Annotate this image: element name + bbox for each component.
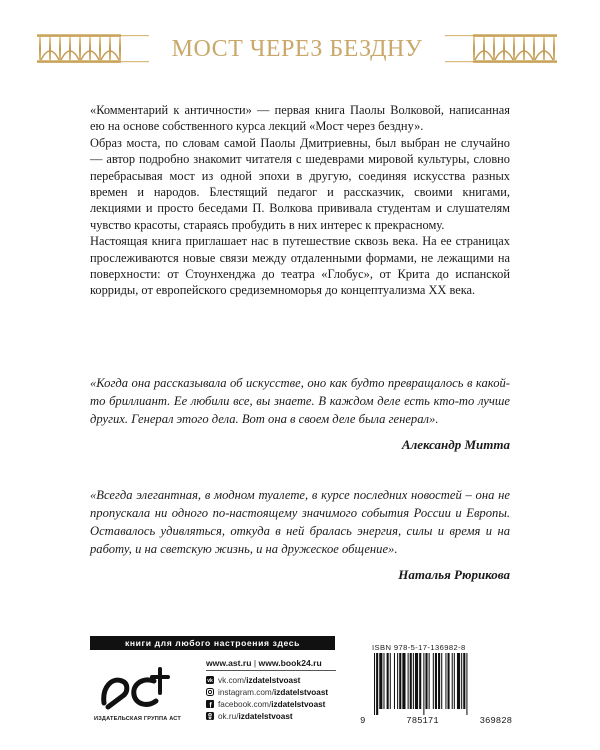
barcode-bar: [466, 653, 467, 715]
social-url-prefix: ok.ru/: [218, 711, 239, 721]
description-paragraph: Образ моста, по словам самой Паолы Дмитриевны, был выбран не случайно — автор подробно знакомит читателя с шедеврами мировой культуры, словно перебрасывая мост из одной эпохи в другую, соединяя искусства разных времен и народов. Блестящий педагог и рассказчик, своими книгами, лекциями и просто беседами П. Волкова прививала студентам и слушателям чувство красоты, стараясь пробудить в них интерес к прекрасному.: [90, 135, 510, 232]
barcode-bar: [397, 653, 398, 709]
barcode-bar: [387, 653, 389, 709]
barcode-bar: [425, 653, 427, 709]
svg-text:f: f: [209, 702, 212, 708]
barcode-bar: [399, 653, 401, 709]
barcode-bar: [410, 653, 412, 709]
quote-author: Наталья Рюрикова: [398, 567, 510, 582]
barcode-bar: [419, 653, 421, 709]
barcode-bar: [445, 653, 446, 709]
social-url-prefix: vk.com/: [218, 675, 247, 685]
social-link-instagram[interactable]: [206, 686, 328, 698]
slogan-bar: книги для любого настроения здесь: [90, 636, 335, 650]
barcode-bar: [429, 653, 430, 709]
barcode-bar: [415, 653, 418, 709]
barcode-bar: [379, 653, 382, 709]
barcode-digit-group: 9: [360, 716, 366, 726]
ast-logo-icon: [98, 663, 170, 715]
description-paragraph: Настоящая книга приглашает нас в путешествие сквозь века. На ее страницах прослеживаются новые связи между отдаленными формами, не лежащими на поверхности: от Стоунхенджа до театра «Глобус», от Крита до испанской корриды, от европейского средиземноморья до концептуализма XX века.: [90, 234, 510, 298]
quote-author: Александр Митта: [401, 437, 510, 452]
barcode-bar: [413, 653, 414, 709]
barcode-bar: [394, 653, 395, 709]
barcode-bar: [390, 653, 391, 709]
barcode: [372, 653, 510, 715]
publisher-name: ИЗДАТЕЛЬСКАЯ ГРУППА АСТ: [93, 716, 182, 722]
quote-text: «Всегда элегантная, в модном туалете, в курсе последних новостей – она не пропускала ни одного по-настоящему значимого события России и Европы. Оставалось удивляться, откуда в ней бралась энергия, силы и время и на работу, и на светскую жизнь, и на дружеское общение».: [90, 488, 510, 556]
facebook-icon: [206, 700, 214, 708]
odnoklassniki-icon: [206, 712, 214, 720]
barcode-bar: [423, 653, 424, 715]
series-title: МОСТ ЧЕРЕЗ БЕЗДНУ: [171, 35, 423, 62]
quote-block: [90, 374, 510, 454]
social-url-handle: izdatelstvoast: [246, 675, 301, 685]
barcode-digits: [360, 716, 512, 726]
barcode-bar: [463, 653, 465, 709]
instagram-icon: [206, 688, 214, 696]
barcode-bar: [383, 653, 384, 709]
description-paragraph: «Комментарий к античности» — первая книга Паолы Волковой, написанная ею на основе собственного курса лекций «Мост через бездну».: [90, 103, 510, 134]
barcode-bar: [441, 653, 442, 709]
social-link-vk[interactable]: [206, 674, 328, 686]
website-link[interactable]: www.book24.ru: [258, 658, 322, 668]
barcode-bar: [448, 653, 450, 709]
description: [90, 102, 510, 299]
social-url-handle: izdatelstvoast: [238, 711, 293, 721]
barcode-bar: [452, 653, 453, 709]
vk-icon: [206, 676, 214, 684]
isbn-label: ISBN 978-5-17-136982-8: [372, 643, 466, 652]
social-url-prefix: instagram.com/: [218, 687, 274, 697]
social-url-prefix: facebook.com/: [218, 699, 272, 709]
quote-block: [90, 486, 510, 584]
barcode-bar: [374, 653, 375, 715]
svg-text:vk: vk: [207, 678, 213, 684]
barcode-bar: [435, 653, 437, 709]
barcode-bar: [457, 653, 460, 709]
barcode-digit-group: 369828: [479, 716, 512, 726]
social-link-odnoklassniki[interactable]: [206, 710, 328, 722]
social-link-facebook[interactable]: [206, 698, 328, 710]
title-banner: [37, 30, 557, 68]
divider: [206, 670, 336, 671]
barcode-bar: [402, 653, 405, 709]
social-links: [206, 674, 328, 722]
barcode-bar: [408, 653, 409, 709]
website-separator: |: [253, 658, 257, 668]
barcode-digit-group: 785171: [406, 716, 439, 726]
barcode-bar: [454, 653, 455, 709]
quote-text: «Когда она рассказывала об искусстве, оно как будто превращалось в какой-то бриллиант. Ее любили все, вы знаете. В каждом деле есть кто-то лучше других. Генерал этого дела. Вот она в своем деле была генерал».: [90, 376, 510, 426]
social-url-handle: izdatelstvoast: [273, 687, 329, 697]
barcode-bar: [376, 653, 378, 715]
barcode-bar: [433, 653, 434, 709]
barcode-bar: [438, 653, 440, 709]
website-link[interactable]: www.ast.ru: [206, 658, 252, 668]
social-url-handle: izdatelstvoast: [271, 699, 326, 709]
barcode-bar: [461, 653, 462, 709]
website-links: [206, 658, 322, 668]
